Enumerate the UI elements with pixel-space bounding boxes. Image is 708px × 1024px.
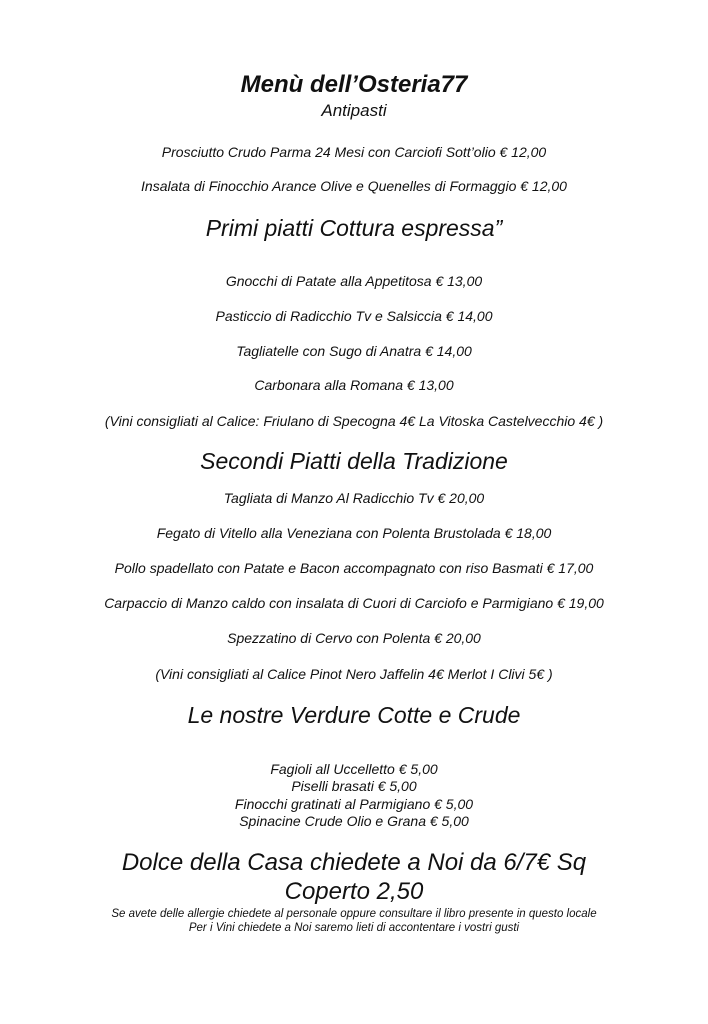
wine-footer-note: Per i Vini chiedete a Noi saremo lieti di accontentare i vostri gusti — [188, 922, 520, 934]
primi-item: Gnocchi di Patate alla Appetitosa € 13,00 — [225, 273, 483, 289]
verdure-heading: Le nostre Verdure Cotte e Crude — [187, 702, 521, 728]
primi-item: Pasticcio di Radicchio Tv e Salsiccia € 14,00 — [215, 308, 493, 324]
verdure-item: Spinacine Crude Olio e Grana € 5,00 — [239, 813, 469, 829]
antipasti-item: Prosciutto Crudo Parma 24 Mesi con Carciofi Sott’olio € 12,00 — [161, 144, 547, 160]
antipasti-heading: Antipasti — [321, 101, 387, 120]
secondi-item: Carpaccio di Manzo caldo con insalata di Cuori di Carciofo e Parmigiano € 19,00 — [104, 595, 604, 611]
primi-item: Tagliatelle con Sugo di Anatra € 14,00 — [236, 343, 472, 359]
coperto-line: Coperto 2,50 — [284, 878, 424, 905]
primi-heading: Primi piatti Cottura espressa” — [205, 215, 503, 241]
secondi-wine-note: (Vini consigliati al Calice Pinot Nero Jaffelin 4€ Merlot I Clivi 5€ ) — [155, 666, 553, 682]
menu-title: Menù dell’Osteria77 — [240, 71, 468, 98]
primi-item: Carbonara alla Romana € 13,00 — [254, 377, 454, 393]
secondi-heading: Secondi Piatti della Tradizione — [200, 448, 508, 474]
verdure-item: Finocchi gratinati al Parmigiano € 5,00 — [234, 796, 474, 812]
secondi-item: Fegato di Vitello alla Veneziana con Polenta Brustolada € 18,00 — [156, 525, 552, 541]
secondi-item: Spezzatino di Cervo con Polenta € 20,00 — [227, 630, 481, 646]
allergy-note: Se avete delle allergie chiedete al personale oppure consultare il libro presente in questo locale — [111, 908, 597, 920]
verdure-item: Piselli brasati € 5,00 — [291, 778, 417, 794]
verdure-item: Fagioli all Uccelletto € 5,00 — [270, 761, 438, 777]
secondi-item: Pollo spadellato con Patate e Bacon accompagnato con riso Basmati € 17,00 — [114, 560, 594, 576]
primi-wine-note: (Vini consigliati al Calice: Friulano di Specogna 4€ La Vitoska Castelvecchio 4€ ) — [104, 413, 604, 429]
antipasti-item: Insalata di Finocchio Arance Olive e Quenelles di Formaggio € 12,00 — [141, 178, 567, 194]
dolce-line: Dolce della Casa chiedete a Noi da 6/7€ Sq — [121, 849, 587, 876]
secondi-item: Tagliata di Manzo Al Radicchio Tv € 20,00 — [223, 490, 485, 506]
